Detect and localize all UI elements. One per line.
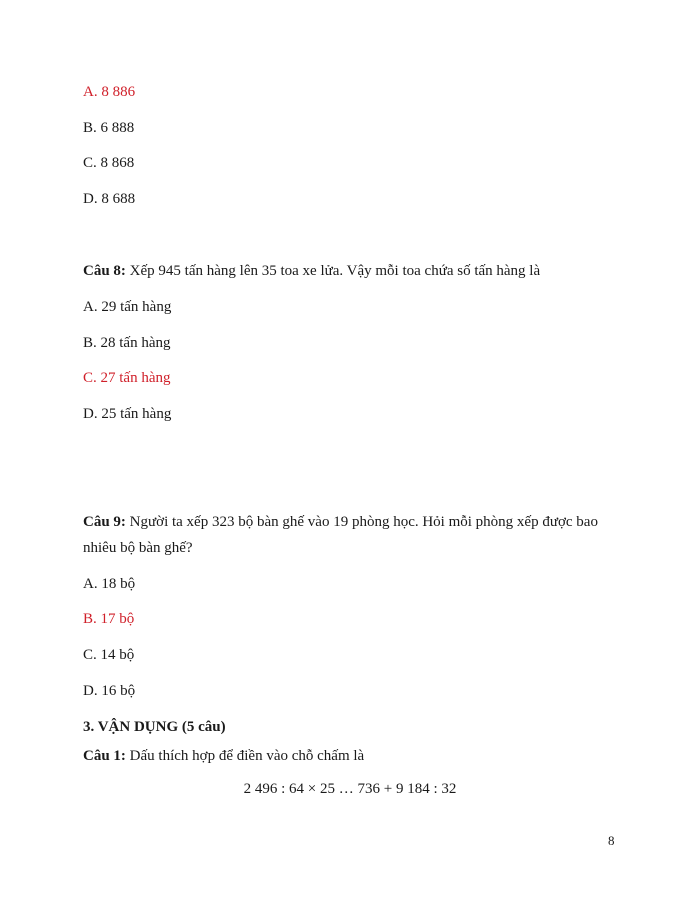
app-q1-formula: 2 496 : 64 × 25 … 736 + 9 184 : 32	[243, 781, 457, 797]
q9-option-a: A. 18 bộ	[83, 576, 136, 592]
q8-stem	[83, 262, 540, 280]
q9-stem-line1	[83, 513, 598, 531]
q9-stem-line2: nhiêu bộ bàn ghế?	[83, 540, 193, 556]
q9-option-d: D. 16 bộ	[83, 683, 136, 699]
q9-option-c: C. 14 bộ	[83, 647, 135, 663]
page-number: 8	[608, 833, 615, 848]
app-q1-label: Câu 1:	[83, 748, 126, 764]
q8-option-d: D. 25 tấn hàng	[83, 406, 172, 422]
section-heading: 3. VẬN DỤNG (5 câu)	[83, 719, 226, 735]
q8-text: Xếp 945 tấn hàng lên 35 toa xe lửa. Vậy mỗi toa chứa số tấn hàng là	[125, 263, 541, 279]
q9-text-line1: Người ta xếp 323 bộ bàn ghế vào 19 phòng học. Hỏi mỗi phòng xếp được bao	[125, 514, 598, 530]
q7-option-b: B. 6 888	[83, 120, 135, 136]
q9-option-b: B. 17 bộ	[83, 611, 135, 627]
q7-option-c: C. 8 868	[83, 155, 135, 171]
q7-option-a: A. 8 886	[83, 84, 136, 100]
q9-label: Câu 9:	[83, 514, 126, 530]
app-q1-text: Dấu thích hợp để điền vào chỗ chấm là	[125, 748, 365, 764]
app-q1-stem	[83, 747, 364, 765]
q8-option-c: C. 27 tấn hàng	[83, 370, 171, 386]
q8-option-a: A. 29 tấn hàng	[83, 299, 172, 315]
q7-option-d: D. 8 688	[83, 191, 136, 207]
q8-label: Câu 8:	[83, 263, 126, 279]
q8-option-b: B. 28 tấn hàng	[83, 335, 171, 351]
